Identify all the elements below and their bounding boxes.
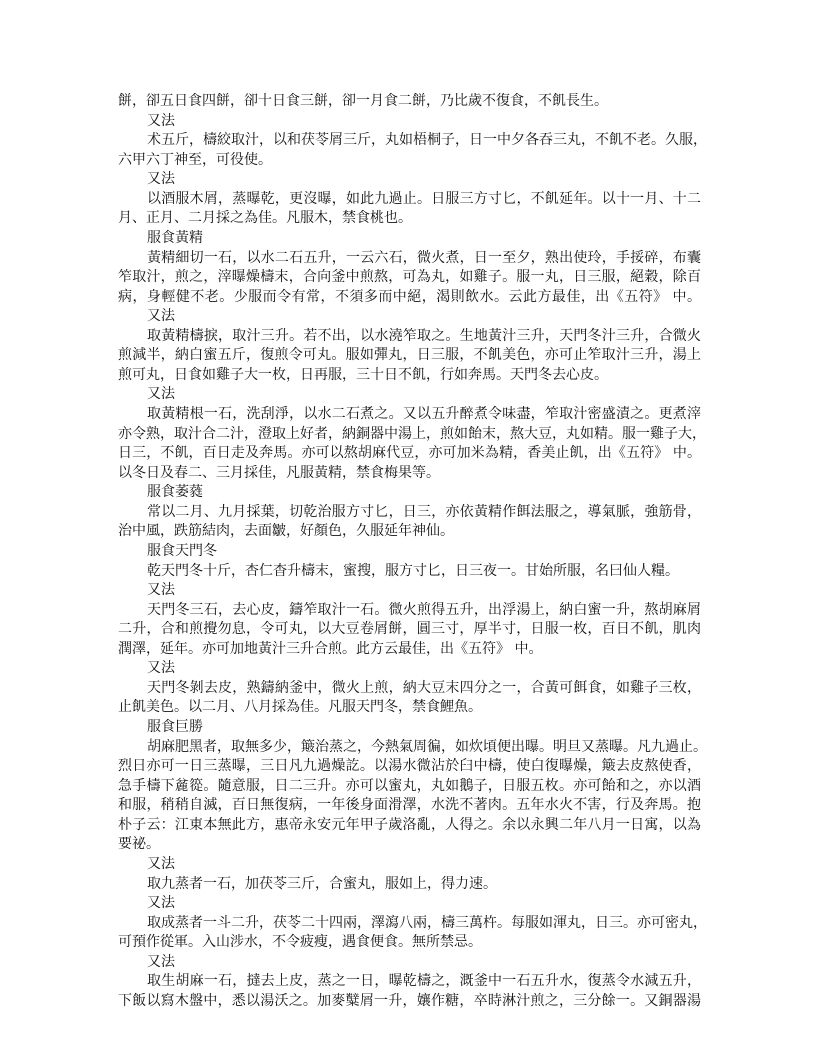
text-line: 潤澤，延年。亦可加地黃汁三升合煎。此方云最佳，出《五符》 中。 <box>118 640 543 657</box>
text-line: 取生胡麻一石，撻去上皮，蒸之一日，曝乾檮之，溉釜中一石五升水，復蒸令水減五升， <box>147 973 701 990</box>
text-line: 急手檮下麄篵。隨意服，日二三升。亦可以蜜丸，丸如鵝子，日服五枚。亦可飴和之，亦以酒 <box>118 777 701 794</box>
text-line: 常以二月、九月採葉，切乾治服方寸匕，日三，亦依黃精作餌法服之，導氣脈，強筋骨， <box>147 503 701 520</box>
subheading: 又法 <box>147 660 175 677</box>
text-line: 天門冬剝去皮，熟鑄納釜中，微火上煎，納大豆末四分之一，合黃可餌食，如雞子三枚， <box>147 679 701 696</box>
text-line: 取九蒸者一石，加茯苓三斤，合蜜丸，服如上，得力速。 <box>147 875 497 892</box>
text-line: 煎可丸，日食如雞子大一枚，日再服，三十日不飢，行如奔馬。天門冬去心皮。 <box>118 366 608 383</box>
subheading: 又法 <box>147 386 175 403</box>
section-heading: 服食黃精 <box>147 229 203 246</box>
text-line: 取黃精根一石，洗刮淨，以水二石煮之。又以五升醉煮令味盡，笮取汁密盛漬之。更煮滓 <box>147 406 701 422</box>
text-line: 笮取汁，煎之，滓曝燥檮末，合向釜中煎熬，可為丸，如雞子。服一丸，日三服，絕穀，除百 <box>118 269 701 286</box>
text-line: 日三，不飢，百日走及奔馬。亦可以熬胡麻代豆，亦可加米為精，香美止飢，出《五符》 中。 <box>118 445 701 462</box>
text-line: 亦令熟，取汁合二汁，澄取上好者，納銅器中湯上，煎如飴末，熬大豆，丸如精。服一雞子大， <box>118 425 706 442</box>
text-line: 煎減半，納白蜜五斤，復煎令可丸。服如彈丸，日三服，不飢美色，亦可止笮取汁三升，湯上 <box>118 347 701 364</box>
subheading: 又法 <box>147 171 175 188</box>
text-line: 可預作從軍。入山涉水，不令疲瘦，遇食便食。無所禁忌。 <box>118 934 482 951</box>
section-heading: 服食天門冬 <box>147 542 217 559</box>
section-heading: 服食萎蕤 <box>147 484 203 501</box>
text-line: 病，身輕健不老。少服而令有常，不須多而中絕，渴則飲水。云此方最佳，出《五符》 中。 <box>118 288 701 305</box>
text-line: 和服，稍稍自滅，百日無復病，一年後身面滑澤，水洗不著肉。五年水火不害，行及奔馬。抱 <box>118 797 701 814</box>
document-page <box>118 92 707 1011</box>
subheading: 又法 <box>147 895 175 912</box>
text-line: 二升，合和煎攪勿息，令可丸，以大豆卷屑餅，圓三寸，厚半寸，日服一枚，百日不飢，肌肉 <box>118 621 701 638</box>
text-line: 要祕。 <box>118 836 160 853</box>
text-line: 胡麻肥黑者，取無多少，簸治蒸之，今熱氣周徧，如炊頃便出曝。明旦又蒸曝。凡九過止。 <box>147 738 707 755</box>
text-line: 乾天門冬十斤，杏仁杳升檮末，蜜搜，服方寸匕，日三夜一。甘始所服，名曰仙人糧。 <box>147 562 679 579</box>
text-line: 治中風，跌筋結肉，去面皺，好顏色，久服延年神仙。 <box>118 523 454 540</box>
text-line: 月、正月、二月採之為佳。凡服木，禁食桃也。 <box>118 210 412 227</box>
text-line: 朴子云：江東本無此方，惠帝永安元年甲子歲洛亂，人得之。余以永興二年八月一日寓，以為 <box>118 816 701 833</box>
subheading: 又法 <box>147 308 175 325</box>
subheading: 又法 <box>147 112 175 129</box>
text-line: 下飯以寫木盤中，悉以湯沃之。加麥糱屑一升，孃作糖，卒時淋汁煎之，三分餘一。又銅器湯 <box>118 992 701 1009</box>
text-line: 黃精細切一石，以水二石五升，一云六石，微火煮，日一至夕，熟出使玲，手挼碎，布囊 <box>147 249 701 266</box>
text-line: 止飢美色。以二月、八月採為佳。凡服天門冬，禁食鯉魚。 <box>118 699 482 716</box>
text-line: 天門冬三石，去心皮，鑄笮取汁一石。微火煎得五升，出浮湯上，納白蜜一升，熬胡麻屑 <box>147 601 701 618</box>
text-line: 取黃精檮捩，取汁三升。若不出，以水澆笮取之。生地黃汁三升，天門冬汁三升，合微火 <box>147 327 701 344</box>
text-line: 烈日亦可一日三蒸曝，三日凡九過燥訖。以湯水微沾於臼中檮，使白復曝燥，簸去皮熬使香， <box>118 758 701 775</box>
subheading: 又法 <box>147 953 175 970</box>
section-heading: 服食巨勝 <box>147 719 203 735</box>
text-line: 以酒服木屑，蒸曝乾，更沒曝，如此九過止。日服三方寸匕，不飢延年。以十一月、十二 <box>147 190 701 207</box>
subheading: 又法 <box>147 855 175 872</box>
text-line: 以冬日及春二、三月採佳，凡服黃精，禁食梅果等。 <box>118 464 440 481</box>
text-line: 术五斤，檮絞取汁，以和茯苓屑三斤，丸如梧桐子，日一中夕各吞三丸，不飢不老。久服， <box>147 132 707 149</box>
subheading: 又法 <box>147 582 175 599</box>
text-line: 六甲六丁神至，可役使。 <box>118 151 272 168</box>
text-line: 餅，卻五日食四餅，卻十日食三餅，卻一月食二餅，乃比歲不復食，不飢長生。 <box>118 93 608 109</box>
text-line: 取成蒸者一斗二升，茯苓二十四兩，澤瀉八兩，檮三萬杵。每服如渾丸，日三。亦可密丸， <box>147 914 707 931</box>
